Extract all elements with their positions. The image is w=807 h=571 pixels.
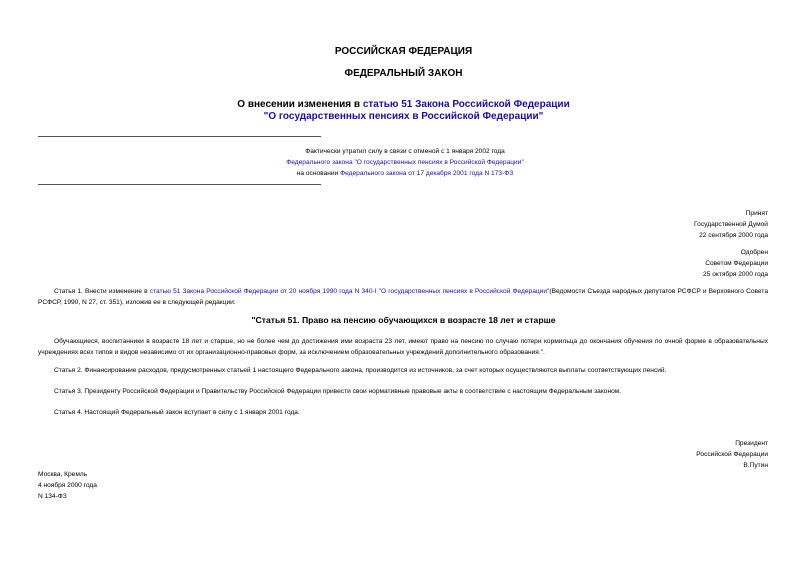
notice-line-3-prefix: на основании xyxy=(296,170,341,177)
notice-repeal-law-link[interactable]: Федерального закона от 17 декабря 2001 года N 173-ФЗ xyxy=(340,170,514,177)
document-title xyxy=(0,99,807,123)
article-4: Статья 4. Настоящий Федеральный закон вступает в силу с 1 января 2001 года. xyxy=(54,409,300,416)
article-51-text: Обучающиеся, воспитанники в возрасте 18 лет и старше, но не более чем до достижения ими возраста 23 лет, имеют право на пенсию по случаю потери кормильца до окончания обучения по очной форме в образовательных учреждениях всех типов и видов независимо от их организационно-правовых форм, за исключением образовательных учреждений дополнительного образования.". xyxy=(38,338,768,356)
divider-bottom xyxy=(38,184,321,185)
place-date-block xyxy=(38,469,97,502)
title-law-link[interactable]: "О государственных пенсиях в Российской Федерации" xyxy=(263,111,544,122)
title-prefix: О внесении изменения в xyxy=(237,99,363,110)
signature-block xyxy=(696,438,768,471)
notice-line-1: Фактически утратил силу в связи с отменой с 1 января 2002 года xyxy=(305,148,505,155)
signature-title: Президент xyxy=(735,440,768,447)
approved-label: Одобрен xyxy=(740,249,768,256)
signature-country: Российской Федерации xyxy=(696,451,768,458)
adopted-body: Государственной Думой xyxy=(694,221,768,228)
notice-law-link[interactable]: Федерального закона "О государственных пенсиях в Российской Федерации" xyxy=(286,159,524,166)
article-1-suffix: (Ведомости Съезда народных депутатов РСФСР и Верховного Совета РСФСР, 1990, N 27, ст. 351), изложив ее в следующей редакции: xyxy=(38,288,768,306)
country-heading: РОССИЙСКАЯ ФЕДЕРАЦИЯ xyxy=(334,46,473,57)
divider-top xyxy=(38,136,321,137)
sign-date: 4 ноября 2000 года xyxy=(38,482,97,489)
law-number: N 134-ФЗ xyxy=(38,493,67,500)
article-2: Статья 2. Финансирование расходов, предусмотренных статьей 1 настоящего Федерального закона, производится из источников, за счет которых осуществляются выплаты соответствующих пенсий. xyxy=(54,367,667,374)
approved-body: Советом Федерации xyxy=(705,260,768,267)
signature-name: В.Путин xyxy=(743,462,768,469)
article-1 xyxy=(38,286,768,308)
title-article-link[interactable]: статью 51 Закона Российской Федерации xyxy=(362,99,570,110)
document-type: ФЕДЕРАЛЬНЫЙ ЗАКОН xyxy=(344,68,463,79)
article-1-law-link[interactable]: статью 51 Закона Российской Федерации от 20 ноября 1990 года N 340-I "О государственных пенсиях в Российской Федерации" xyxy=(149,288,550,295)
adopted-block xyxy=(694,208,768,241)
article-3: Статья 3. Президенту Российской Федерации и Правительству Российской Федерации привести свои нормативные правовые акты в соответствие с настоящим Федеральным законом. xyxy=(54,388,622,395)
approved-date: 25 октября 2000 года xyxy=(703,271,768,278)
adopted-date: 22 сентября 2000 года xyxy=(699,232,768,239)
repeal-notice xyxy=(220,146,590,179)
place: Москва, Кремль xyxy=(38,471,88,478)
article-51-heading: "Статья 51. Право на пенсию обучающихся в возрасте 18 лет и старше xyxy=(251,315,556,325)
approved-block xyxy=(703,247,768,280)
adopted-label: Принят xyxy=(745,210,768,217)
article-1-prefix: Статья 1. Внести изменение в xyxy=(54,288,150,295)
